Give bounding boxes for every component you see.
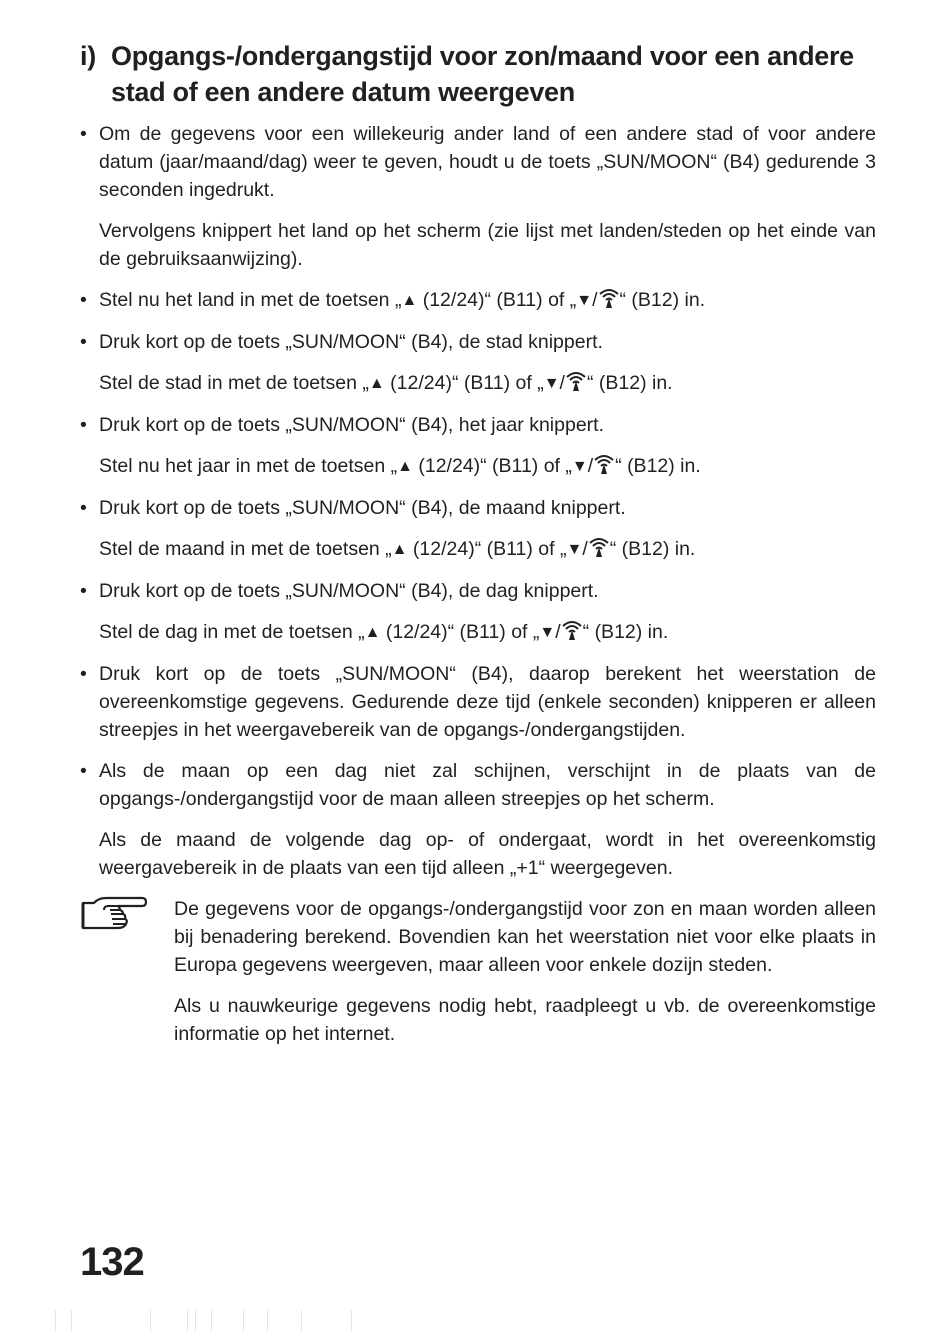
down-triangle-icon: ▼ (576, 292, 593, 309)
down-triangle-icon: ▼ (571, 458, 588, 475)
item-text: Druk kort op de toets „SUN/MOON“ (B4), de dag knippert. (99, 580, 599, 602)
list-item (80, 286, 876, 315)
slash: / (555, 621, 561, 643)
sub-paragraph (80, 618, 876, 647)
item-text-start: Stel de maand in met de toetsen „ (99, 538, 392, 560)
item-text-end: “ (B12) in. (582, 621, 669, 643)
pointing-hand-icon (80, 895, 148, 931)
item-text-middle: (12/24)“ (B11) of „ (380, 621, 540, 643)
sub-paragraph (80, 826, 876, 882)
note-paragraph: Als u nauwkeurige gegevens nodig hebt, raadpleegt u vb. de overeenkomstige informatie op het internet. (174, 995, 876, 1045)
up-triangle-icon: ▲ (368, 375, 385, 392)
item-text: Druk kort op de toets „SUN/MOON“ (B4), de maand knippert. (99, 497, 626, 519)
up-triangle-icon: ▲ (401, 292, 418, 309)
list-item (80, 757, 876, 813)
list-item (80, 411, 876, 439)
list-item (80, 494, 876, 522)
sub-paragraph (80, 452, 876, 481)
radio-signal-icon (565, 370, 587, 392)
item-text: Druk kort op de toets „SUN/MOON“ (B4), het jaar knippert. (99, 414, 605, 436)
section-heading (80, 38, 880, 110)
print-mark (211, 1310, 212, 1332)
item-text: Als de maand de volgende dag op- of ondergaat, wordt in het overeenkomstig weergavebereik in de plaats van een tijd alleen „+1“ weergegeven. (99, 829, 876, 879)
item-text-start: Stel nu het land in met de toetsen „ (99, 289, 402, 311)
print-mark (243, 1310, 244, 1332)
down-triangle-icon: ▼ (543, 375, 560, 392)
up-triangle-icon: ▲ (391, 541, 408, 558)
slash: / (592, 289, 598, 311)
section-marker: i) (80, 41, 96, 71)
item-text-start: Stel de stad in met de toetsen „ (99, 372, 369, 394)
item-text-middle: (12/24)“ (B11) of „ (407, 538, 567, 560)
instructions-list (80, 120, 876, 1061)
list-item (80, 577, 876, 605)
item-text: Druk kort op de toets „SUN/MOON“ (B4), de stad knippert. (99, 331, 603, 353)
item-text-middle: (12/24)“ (B11) of „ (384, 372, 544, 394)
item-text: Als de maan op een dag niet zal schijnen, verschijnt in de plaats van de opgangs-/ondergangstijd voor de maan alleen streepjes op het scherm. (99, 760, 876, 810)
item-text: Om de gegevens voor een willekeurig ander land of een andere stad of voor andere datum (jaar/maand/dag) weer te geven, houdt u de toets „SUN/MOON“ (B4) gedurende 3 seconden ingedrukt. (99, 123, 876, 201)
bullet: • (80, 123, 87, 145)
bullet: • (80, 760, 87, 782)
item-text: Druk kort op de toets „SUN/MOON“ (B4), daarop berekent het weerstation de overeenkomstige gegevens. Gedurende deze tijd (enkele seconden) knipperen er alleen streepjes in het weergavebereik van de opgangs-/ondergangstijden. (99, 663, 876, 741)
list-item (80, 328, 876, 356)
slash: / (587, 455, 594, 477)
item-text-middle: (12/24)“ (B11) of „ (417, 289, 577, 311)
section-title: Opgangs-/ondergangstijd voor zon/maand voor een andere stad of een andere datum weergeven (111, 41, 854, 107)
slash: / (582, 538, 588, 560)
print-mark (195, 1310, 196, 1332)
item-text: Vervolgens knippert het land op het scherm (zie lijst met landen/steden op het einde van de gebruiksaanwijzing). (99, 220, 876, 270)
radio-signal-icon (598, 287, 620, 309)
list-item (80, 660, 876, 744)
print-mark (71, 1310, 72, 1332)
sub-paragraph (80, 369, 876, 398)
print-mark (351, 1310, 352, 1332)
print-mark (187, 1310, 188, 1332)
slash: / (559, 372, 565, 394)
note-paragraph: De gegevens voor de opgangs-/ondergangstijd voor zon en maan worden alleen bij benadering berekend. Bovendien kan het weerstation niet voor elke plaats in Europa gegevens weergeven, maar alleen voor enkele dozijn steden. (174, 898, 876, 976)
bullet: • (80, 289, 87, 311)
print-mark (55, 1310, 56, 1332)
item-text-end: “ (B12) in. (586, 372, 673, 394)
item-text-start: Stel de dag in met de toetsen „ (99, 621, 365, 643)
bullet: • (80, 580, 87, 602)
note-box (80, 895, 876, 1048)
bullet: • (80, 497, 87, 519)
item-text-middle: (12/24)“ (B11) of „ (412, 455, 572, 477)
sub-paragraph (80, 217, 876, 273)
item-text-start: Stel nu het jaar in met de toetsen „ (99, 455, 398, 477)
print-mark (267, 1310, 268, 1332)
item-text-end: “ (B12) in. (619, 289, 706, 311)
bullet: • (80, 414, 87, 436)
radio-signal-icon (561, 619, 583, 641)
up-triangle-icon: ▲ (397, 458, 413, 475)
radio-signal-icon (593, 453, 615, 475)
sub-paragraph (80, 535, 876, 564)
item-text-end: “ (B12) in. (609, 538, 696, 560)
item-text-end: “ (B12) in. (615, 455, 701, 477)
print-marks (55, 1310, 435, 1332)
down-triangle-icon: ▼ (566, 541, 583, 558)
bullet: • (80, 663, 87, 685)
page-number: 132 (80, 1240, 144, 1284)
print-mark (150, 1310, 151, 1332)
radio-signal-icon (588, 536, 610, 558)
up-triangle-icon: ▲ (364, 624, 381, 641)
down-triangle-icon: ▼ (539, 624, 556, 641)
list-item (80, 120, 876, 204)
print-mark (301, 1310, 302, 1332)
bullet: • (80, 331, 87, 353)
